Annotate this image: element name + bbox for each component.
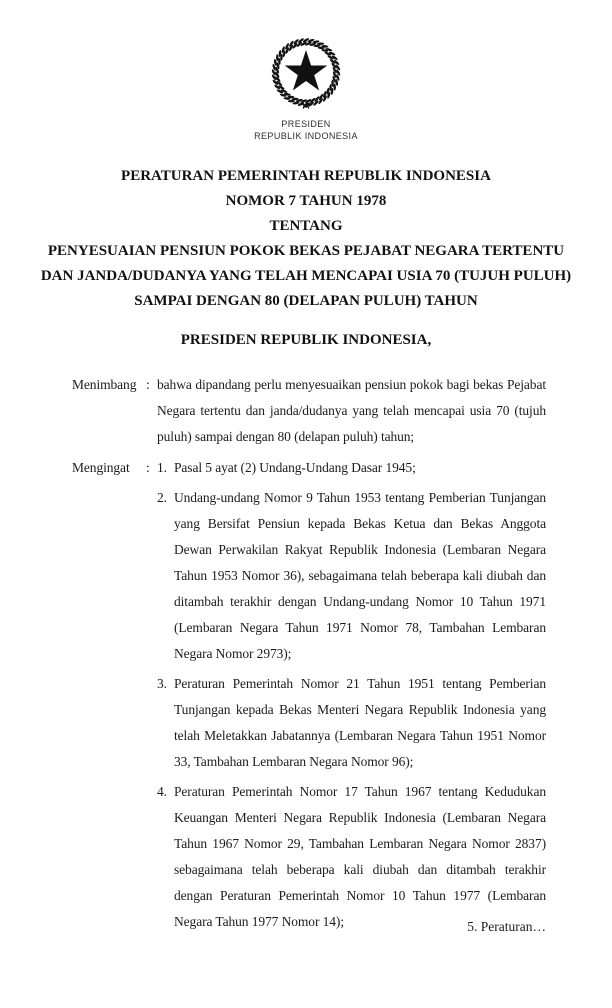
menimbang-colon: : xyxy=(146,377,150,392)
item-text: Peraturan Pemerintah Nomor 21 Tahun 1951 tentang Pemberian Tunjangan kepada Bekas Menteri Negara Republik Indonesia yang telah Meletakkan Jabatannya (Lembaran Negara Tahun 1951 Nomor 33, Tambahan Lembaran Negara Nomor 96); xyxy=(174,676,546,769)
clauses-section xyxy=(72,372,546,935)
title-line-2: NOMOR 7 TAHUN 1978 xyxy=(225,193,387,209)
title-line-1: PERATURAN PEMERINTAH REPUBLIK INDONESIA xyxy=(121,168,491,184)
menimbang-text: bahwa dipandang perlu menyesuaikan pensiun pokok bagi bekas Pejabat Negara tertentu dan janda/dudanya yang telah mencapai usia 70 (tujuh puluh) sampai dengan 80 (delapan puluh) tahun; xyxy=(157,377,546,444)
title-line-5: DAN JANDA/DUDANYA YANG TELAH MENCAPAI USIA 70 (TUJUH PULUH) xyxy=(40,268,572,284)
title-line-6: SAMPAI DENGAN 80 (DELAPAN PULUH) TAHUN xyxy=(134,293,478,309)
item-number: 4. xyxy=(157,784,167,799)
item-number: 2. xyxy=(157,490,167,505)
star-icon xyxy=(285,50,327,90)
letterhead-republik-indonesia-label: REPUBLIK INDONESIA xyxy=(254,131,358,141)
title-line-4: PENYESUAIAN PENSIUN POKOK BEKAS PEJABAT NEGARA TERTENTU xyxy=(47,243,565,259)
presidential-seal-star-wreath-icon xyxy=(263,32,349,118)
mengingat-clause xyxy=(72,455,546,935)
mengingat-item-4 xyxy=(157,779,546,935)
menimbang-label: Menimbang xyxy=(72,377,137,392)
item-text: Pasal 5 ayat (2) Undang-Undang Dasar 1945; xyxy=(174,460,416,475)
mengingat-item-1 xyxy=(157,455,546,481)
opening-line: PRESIDEN REPUBLIK INDONESIA, xyxy=(180,332,432,348)
menimbang-clause xyxy=(72,372,546,450)
mengingat-item-2 xyxy=(157,485,546,667)
mengingat-item-3 xyxy=(157,671,546,775)
title-line-3: TENTANG xyxy=(269,218,343,234)
item-text: Undang-undang Nomor 9 Tahun 1953 tentang Pemberian Tunjangan yang Bersifat Pensiun kepada Bekas Ketua dan Bekas Anggota Dewan Perwakilan Rakyat Republik Indonesia (Lembaran Negara Tahun 1953 Nomor 36), sebagaimana telah beberapa kali diubah dan ditambah terakhir dengan Undang-undang Nomor 10 Tahun 1971 (Lembaran Negara Tahun 1971 Nomor 78, Tambahan Lembaran Negara Nomor 2973); xyxy=(174,490,546,661)
item-text: Peraturan Pemerintah Nomor 17 Tahun 1967 tentang Kedudukan Keuangan Menteri Negara Republik Indonesia (Lembaran Negara Tahun 1967 Nomor 29, Tambahan Lembaran Negara Nomor 2837) sebagaimana telah beberapa kali diubah dan ditambah terakhir dengan Peraturan Pemerintah Nomor 10 Tahun 1977 (Lembaran Negara Tahun 1977 Nomor 14); xyxy=(174,784,546,929)
item-number: 3. xyxy=(157,676,167,691)
page-catchword: 5. Peraturan… xyxy=(467,919,546,934)
letterhead-presiden-label: PRESIDEN xyxy=(281,119,331,129)
mengingat-label: Mengingat xyxy=(72,460,130,475)
item-number: 1. xyxy=(157,460,167,475)
letterhead xyxy=(0,0,612,142)
mengingat-colon: : xyxy=(146,460,150,475)
document-title xyxy=(0,164,612,314)
